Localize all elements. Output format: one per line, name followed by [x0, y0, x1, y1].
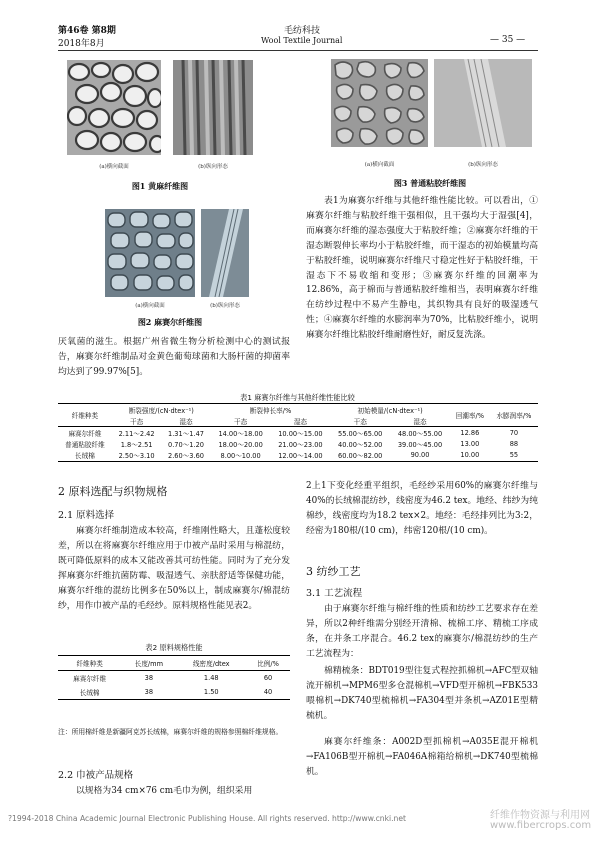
figure-1a-jute-cross-section [67, 60, 161, 155]
table-cell: 55.00～65.00 [338, 429, 383, 438]
table-1-header-swelling: 水膨润率/% [490, 404, 538, 427]
paragraph-process-intro: 由于麻赛尔纤维与棉纤维的性质和纺纱工艺要求存在差异，所以2种纤维需分别经开清棉、梳棉工序、精梳工序成条，在并条工序混合。46.2 tex的麻赛尔/棉混纺纱的生产工艺流程为： [306, 604, 538, 659]
table-1-header-kind: 纤维种类 [58, 404, 112, 427]
figure-1a-caption: (a)横向截面 [99, 164, 129, 170]
table-cell: 13.00 [460, 440, 480, 449]
table-cell: 14.00～18.00 [218, 429, 263, 438]
table-cell: 40 [263, 688, 273, 696]
table-2 [58, 655, 290, 700]
paragraph-weave-spec: 2上1下变化经重平组织，毛经纱采用60%的麻赛尔纤维与40%的长绒棉混纺纱，线密度为46.2 tex。地经、纬纱为纯棉纱，线密度均为18.2 tex×2。地经：毛经排列比为3:2，经密为180根/(10 cm)，纬密120根/(10 cm)。 [306, 481, 538, 536]
copyright-footer: ?1994-2018 China Academic Journal Electronic Publishing House. All rights reserved. http://www.cnki.net [8, 814, 407, 823]
table-2-header-ratio: 比例/% [257, 660, 279, 668]
table-1-subheader-wet: 湿态 [179, 417, 193, 426]
figure-3-title: 图3 普通粘胶纤维图 [393, 178, 467, 188]
table-cell: 1.48 [203, 674, 219, 682]
table-1-subheader-dry: 干态 [353, 417, 367, 426]
paragraph-maisel-process: 麻赛尔纤维条：A002D型抓棉机→A035E混开棉机→FA106B型开棉机→FA046A棉箱给棉机→DK740型梳棉机。 [306, 737, 538, 777]
table-cell: 18.00～20.00 [218, 441, 263, 450]
figure-2b-caption: (b)纵向形态 [210, 303, 240, 309]
paragraph-table1-discussion: 表1为麻赛尔纤维与其他纤维性能比较。可以看出，①麻赛尔纤维与粘胶纤维干强相似，且干强均大于湿强[4]，而麻赛尔纤维的湿态强度大于粘胶纤维；②麻赛尔纤维的干湿态断裂伸长率均小于粘胶纤维，而干湿态的初始模量均高于粘胶纤维，说明麻赛尔纤维尺寸稳定性好于粘胶纤维，干湿态下不易收缩和变形；③麻赛尔纤维的回潮率为12.86%，高于棉而与普通粘胶纤维相当，表明麻赛尔纤维在纺纱过程中不易产生静电，其织物具有良好的吸湿透气性；④麻赛尔纤维的水膨润率为70%，比粘胶纤维小，说明麻赛尔纤维比粘胶纤维耐磨性好，耐反复洗涤。 [306, 196, 538, 341]
table-row [58, 427, 538, 439]
table-cell: 70 [509, 428, 519, 437]
table-1-header-regain: 回潮率/% [450, 404, 490, 427]
table-cell: 普通粘胶纤维 [65, 441, 105, 450]
section-2-1-heading: 2.1 原料选择 [58, 510, 115, 521]
issue-date: 2018年8月 [58, 39, 105, 49]
table-cell: 长绒棉 [75, 452, 95, 461]
table-1-subheader-wet: 湿态 [293, 417, 307, 426]
section-3-heading: 3 纺纱工艺 [306, 565, 361, 578]
table-cell: 38 [144, 674, 154, 682]
section-3-1-heading: 3.1 工艺流程 [306, 588, 363, 599]
table-cell: 2.60～3.60 [168, 452, 204, 461]
table-1-header-strength: 断裂强度/(cN·dtex⁻¹) [128, 406, 194, 415]
journal-title-en: Wool Textile Journal [261, 36, 343, 45]
volume-issue: 第46卷 第8期 [58, 26, 116, 36]
header-rule [58, 50, 538, 51]
table-2-header-fineness: 线密度/dtex [192, 660, 230, 668]
table-cell: 1.31～1.47 [168, 429, 204, 438]
table-cell: 48.00～55.00 [397, 429, 443, 438]
table-cell: 12.00～14.00 [278, 452, 323, 461]
figure-1-title: 图1 黄麻纤维图 [131, 181, 189, 191]
watermark-site-name: 纤维作物资源与利用网 [490, 810, 590, 821]
table-cell: 长绒棉 [79, 689, 100, 697]
figure-3b-caption: (b)纵向形态 [468, 162, 498, 168]
table-row [58, 450, 538, 462]
table-cell: 40.00～52.00 [338, 441, 383, 450]
table-cell: 21.00～23.00 [278, 441, 323, 450]
watermark-site-url: www.fibercrops.com [490, 820, 592, 831]
figure-2-title: 图2 麻赛尔纤维图 [137, 317, 203, 327]
table-cell: 88 [509, 440, 519, 449]
table-cell: 60.00～82.00 [338, 452, 383, 461]
table-cell: 8.00～10.00 [220, 452, 261, 461]
table-1 [58, 403, 538, 462]
section-2-2-heading: 2.2 巾被产品规格 [58, 770, 134, 781]
table-2-header-kind: 纤维种类 [76, 660, 103, 668]
table-cell: 39.00～45.00 [397, 441, 443, 450]
table-cell: 12.86 [460, 428, 480, 437]
table-1-header-modulus: 初始模量/(cN·dtex⁻¹) [357, 406, 423, 415]
figure-3a-viscose-cross-section [331, 59, 428, 147]
table-cell: 55 [509, 451, 519, 460]
figure-2a-maisel-cross-section [105, 209, 195, 297]
figure-2b-maisel-longitudinal [201, 209, 249, 297]
table-cell: 麻赛尔纤维 [73, 675, 107, 683]
figure-3b-viscose-longitudinal [434, 59, 532, 147]
paragraph-material-selection: 麻赛尔纤维制造成本较高，纤维刚性略大，且蓬松度较差，所以在将麻赛尔纤维应用于巾被产品时采用与棉混纺，既可降低原料的成本又能改善其可纺性能。同时为了充分发挥麻赛尔纤维抗菌防霉、吸湿透气、亲肤舒适等保健功能，麻赛尔纤维的混纺比例多在50%以上，制成麻赛尔/棉混纺纱，用作巾被产品的毛经纱。原料规格性能见表2。 [58, 526, 290, 611]
paragraph-cotton-process: 棉精梳条：BDT019型往复式程控抓棉机→AFC型双轴流开棉机→MPM6型多仓混棉机→VFD型开棉机→FBK533喂棉机→DK740型梳棉机→FA304型并条机→AZ01E型精梳机。 [306, 666, 538, 721]
table-cell: 2.50～3.10 [118, 452, 155, 461]
table-2-header-length: 长度/mm [134, 660, 163, 668]
table-1-subheader-wet: 湿态 [413, 417, 427, 426]
paragraph-product-spec: 以规格为34 cm×76 cm毛巾为例，组织采用 [76, 786, 253, 796]
table-2-title: 表2 原料规格性能 [145, 643, 203, 652]
paragraph-antibacterial: 厌氧菌的滋生。根据广州省微生物分析检测中心的测试报告，麻赛尔纤维制品对金黄色葡萄球菌和大肠杆菌的抑菌率均达到了99.97%[5]。 [58, 337, 290, 377]
figure-3a-caption: (a)横向截面 [364, 162, 395, 168]
figure-1b-caption: (b)纵向形态 [198, 164, 228, 170]
table-cell: 0.70～1.20 [168, 441, 204, 450]
table-cell: 麻赛尔纤维 [68, 429, 102, 438]
table-2-note: 注：所用棉纤维是新疆阿克苏长绒棉，麻赛尔纤维的规格参照棉纤维规格。 [58, 728, 283, 736]
table-row [58, 685, 290, 700]
table-cell: 60 [263, 674, 273, 682]
table-cell: 10.00～15.00 [278, 429, 323, 438]
table-row [58, 671, 290, 686]
section-2-heading: 2 原料选配与织物规格 [58, 485, 168, 498]
table-cell: 90.00 [410, 451, 430, 460]
table-row [58, 439, 538, 450]
table-cell: 1.50 [203, 688, 219, 696]
table-1-subheader-dry: 干态 [129, 417, 144, 426]
journal-title-cn: 毛纺科技 [284, 26, 321, 36]
table-cell: 1.8～2.51 [120, 441, 153, 450]
figure-2a-caption: (a)横向截面 [135, 303, 165, 309]
table-cell: 10.00 [460, 451, 480, 460]
page-number: — 35 — [490, 35, 526, 45]
table-cell: 2.11～2.42 [118, 429, 155, 438]
figure-1b-jute-longitudinal [173, 60, 253, 155]
table-1-title: 表1 麻赛尔纤维与其他纤维性能比较 [240, 393, 355, 402]
table-1-subheader-dry: 干态 [234, 417, 248, 426]
table-cell: 38 [144, 688, 154, 696]
table-1-header-elongation: 断裂伸长率/% [249, 406, 292, 415]
